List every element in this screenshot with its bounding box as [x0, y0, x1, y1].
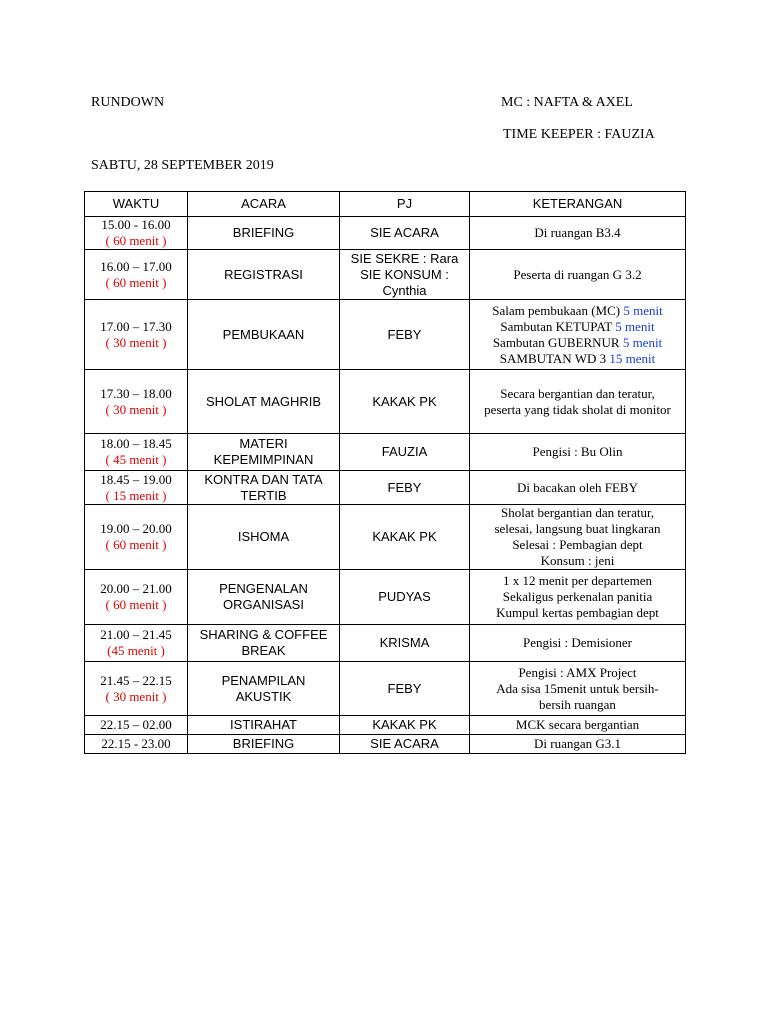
table-row: [85, 662, 686, 716]
cell-keterangan: [470, 505, 686, 570]
time-range: 18.00 – 18.45: [100, 436, 172, 451]
keterangan-text: Sekaligus perkenalan panitia: [502, 589, 653, 604]
keterangan-line: [473, 553, 682, 569]
duration-label: ( 60 menit ): [105, 597, 167, 612]
keterangan-text: Salam pembukaan (MC): [492, 302, 624, 318]
duration-label: ( 30 menit ): [105, 688, 167, 704]
cell-waktu: [85, 625, 188, 662]
table-row: [85, 735, 686, 754]
cell-keterangan: [470, 370, 686, 434]
column-header-waktu: WAKTU: [85, 192, 188, 217]
time-range: 21.45 – 22.15: [100, 672, 172, 688]
keterangan-text: Sambutan KETUPAT: [500, 318, 616, 334]
cell-pj: [340, 370, 470, 434]
minutes-label: 5 menit: [615, 318, 655, 334]
cell-pj: [340, 716, 470, 735]
cell-waktu: [85, 471, 188, 505]
pj-line: PUDYAS: [378, 589, 431, 604]
keterangan-text: 1 x 12 menit per departemen: [502, 573, 653, 588]
table-row: [85, 505, 686, 570]
pj-line: FEBY: [387, 680, 422, 696]
keterangan-line: [473, 335, 682, 351]
keterangan-text: Pengisi : Demisioner: [522, 635, 633, 650]
acara-line: REGISTRASI: [224, 266, 303, 282]
keterangan-line: [473, 480, 682, 496]
cell-keterangan: [470, 716, 686, 735]
cell-keterangan: [470, 735, 686, 754]
mc-label: MC : NAFTA & AXEL: [501, 95, 633, 110]
minutes-label: 5 menit: [623, 302, 663, 318]
cell-waktu: [85, 250, 188, 300]
cell-acara: [188, 735, 340, 754]
acara-line: BRIEFING: [232, 736, 295, 751]
cell-keterangan: [470, 570, 686, 625]
table-row: [85, 625, 686, 662]
column-header-keterangan: KETERANGAN: [470, 192, 686, 217]
keterangan-text: Pengisi : Bu Olin: [532, 444, 623, 459]
pj-line: KAKAK PK: [372, 529, 437, 544]
cell-waktu: [85, 217, 188, 250]
pj-line: SIE ACARA: [370, 736, 439, 751]
keterangan-line: [473, 537, 682, 553]
table-row: [85, 250, 686, 300]
document-title: RUNDOWN: [91, 95, 165, 110]
table-row: [85, 570, 686, 625]
keterangan-line: [473, 717, 682, 733]
cell-waktu: [85, 434, 188, 471]
cell-waktu: [85, 716, 188, 735]
duration-label: ( 60 menit ): [105, 274, 167, 290]
acara-line: BRIEFING: [232, 225, 295, 240]
keterangan-line: [473, 635, 682, 651]
time-range: 22.15 - 23.00: [101, 736, 171, 751]
keterangan-line: [473, 505, 682, 521]
acara-line: SHOLAT MAGHRIB: [205, 393, 322, 409]
timekeeper-label: TIME KEEPER : FAUZIA: [503, 127, 655, 142]
keterangan-line: [473, 225, 682, 241]
cell-waktu: [85, 735, 188, 754]
keterangan-text: Sholat bergantian dan teratur,: [500, 505, 655, 520]
keterangan-text: Di ruangan B3.4: [534, 225, 621, 240]
keterangan-text: MCK secara bergantian: [515, 717, 640, 732]
table-row: [85, 434, 686, 471]
cell-pj: [340, 434, 470, 471]
cell-acara: [188, 662, 340, 716]
cell-pj: [340, 625, 470, 662]
cell-acara: [188, 716, 340, 735]
duration-label: (45 menit ): [107, 643, 165, 658]
keterangan-line: [473, 681, 682, 697]
cell-acara: [188, 250, 340, 300]
cell-keterangan: [470, 250, 686, 300]
pj-line: FAUZIA: [381, 444, 428, 459]
keterangan-text: Konsum : jeni: [540, 553, 615, 568]
keterangan-text: Peserta di ruangan G 3.2: [513, 266, 642, 282]
cell-keterangan: [470, 625, 686, 662]
event-date: SABTU, 28 SEPTEMBER 2019: [91, 158, 274, 173]
pj-line: KRISMA: [379, 635, 430, 650]
cell-acara: [188, 471, 340, 505]
keterangan-line: [473, 665, 682, 681]
pj-line: KAKAK PK: [372, 717, 437, 732]
cell-acara: [188, 434, 340, 471]
keterangan-line: [473, 521, 682, 537]
time-range: 17.00 – 17.30: [100, 318, 172, 334]
column-header-pj: PJ: [340, 192, 470, 217]
duration-label: ( 30 menit ): [105, 334, 167, 350]
cell-acara: [188, 570, 340, 625]
duration-label: ( 45 menit ): [105, 452, 167, 467]
acara-line: BREAK: [241, 643, 286, 658]
duration-label: ( 30 menit ): [105, 401, 167, 417]
column-header-acara: ACARA: [188, 192, 340, 217]
cell-pj: [340, 505, 470, 570]
duration-label: ( 15 menit ): [105, 487, 167, 503]
pj-line: SIE SEKRE : Rara: [350, 250, 459, 266]
time-range: 20.00 – 21.00: [100, 581, 172, 596]
duration-label: ( 60 menit ): [105, 233, 167, 248]
keterangan-line: [473, 267, 682, 283]
keterangan-line: [473, 573, 682, 589]
table-row: [85, 471, 686, 505]
pj-line: FEBY: [387, 326, 422, 342]
time-range: 17.30 – 18.00: [100, 385, 172, 401]
acara-line: ISHOMA: [237, 529, 290, 544]
cell-waktu: [85, 370, 188, 434]
table-row: [85, 370, 686, 434]
cell-acara: [188, 370, 340, 434]
cell-waktu: [85, 570, 188, 625]
cell-waktu: [85, 505, 188, 570]
acara-line: PENAMPILAN: [221, 672, 306, 688]
pj-line: SIE ACARA: [370, 225, 439, 240]
keterangan-text: Sambutan GUBERNUR: [492, 334, 623, 350]
cell-keterangan: [470, 662, 686, 716]
keterangan-text: SAMBUTAN WD 3: [499, 350, 610, 366]
keterangan-line: [473, 697, 682, 713]
cell-acara: [188, 505, 340, 570]
cell-pj: [340, 250, 470, 300]
acara-line: PEMBUKAAN: [222, 326, 305, 342]
keterangan-text: Secara bergantian dan teratur,: [500, 385, 655, 401]
acara-line: MATERI: [239, 436, 288, 451]
pj-line: SIE KONSUM :: [360, 266, 449, 282]
keterangan-text: Selesai : Pembagian dept: [512, 537, 643, 552]
rundown-table: [84, 191, 686, 754]
time-range: 19.00 – 20.00: [100, 521, 172, 536]
cell-acara: [188, 217, 340, 250]
cell-keterangan: [470, 300, 686, 370]
keterangan-line: [473, 303, 682, 319]
cell-keterangan: [470, 217, 686, 250]
time-range: 22.15 – 02.00: [100, 717, 172, 732]
table-row: [85, 716, 686, 735]
keterangan-text: bersih ruangan: [539, 696, 616, 712]
keterangan-line: [473, 351, 682, 367]
cell-acara: [188, 300, 340, 370]
acara-line: TERTIB: [240, 487, 287, 503]
time-range: 21.00 – 21.45: [100, 627, 172, 642]
cell-pj: [340, 735, 470, 754]
cell-keterangan: [470, 471, 686, 505]
time-range: 18.45 – 19.00: [100, 471, 172, 487]
cell-keterangan: [470, 434, 686, 471]
duration-label: ( 60 menit ): [105, 537, 167, 552]
time-range: 16.00 – 17.00: [100, 258, 172, 274]
keterangan-line: [473, 736, 682, 752]
keterangan-line: [473, 402, 682, 418]
acara-line: SHARING & COFFEE: [199, 627, 328, 642]
minutes-label: 15 menit: [609, 350, 656, 366]
acara-line: ORGANISASI: [223, 597, 304, 612]
acara-line: ISTIRAHAT: [230, 717, 297, 732]
pj-line: Cynthia: [382, 282, 427, 298]
acara-line: KEPEMIMPINAN: [213, 452, 314, 467]
acara-line: PENGENALAN: [219, 581, 308, 596]
time-range: 15.00 - 16.00: [101, 217, 171, 232]
table-header-row: [85, 192, 686, 217]
keterangan-line: [473, 319, 682, 335]
keterangan-text: Di bacakan oleh FEBY: [517, 479, 638, 495]
cell-pj: [340, 300, 470, 370]
cell-pj: [340, 570, 470, 625]
cell-waktu: [85, 300, 188, 370]
table-row: [85, 217, 686, 250]
keterangan-line: [473, 444, 682, 460]
keterangan-text: peserta yang tidak sholat di monitor: [484, 401, 671, 417]
pj-line: KAKAK PK: [372, 393, 437, 409]
keterangan-text: Ada sisa 15menit untuk bersih-: [496, 680, 659, 696]
keterangan-line: [473, 605, 682, 621]
cell-acara: [188, 625, 340, 662]
keterangan-line: [473, 589, 682, 605]
keterangan-line: [473, 386, 682, 402]
minutes-label: 5 menit: [622, 334, 663, 350]
keterangan-text: selesai, langsung buat lingkaran: [494, 521, 661, 536]
cell-pj: [340, 662, 470, 716]
cell-waktu: [85, 662, 188, 716]
acara-line: KONTRA DAN TATA: [204, 471, 323, 487]
keterangan-text: Di ruangan G3.1: [533, 736, 621, 751]
table-row: [85, 300, 686, 370]
keterangan-text: Pengisi : AMX Project: [518, 664, 637, 680]
cell-pj: [340, 217, 470, 250]
pj-line: FEBY: [387, 479, 422, 495]
cell-pj: [340, 471, 470, 505]
keterangan-text: Kumpul kertas pembagian dept: [496, 605, 659, 620]
acara-line: AKUSTIK: [235, 688, 292, 704]
